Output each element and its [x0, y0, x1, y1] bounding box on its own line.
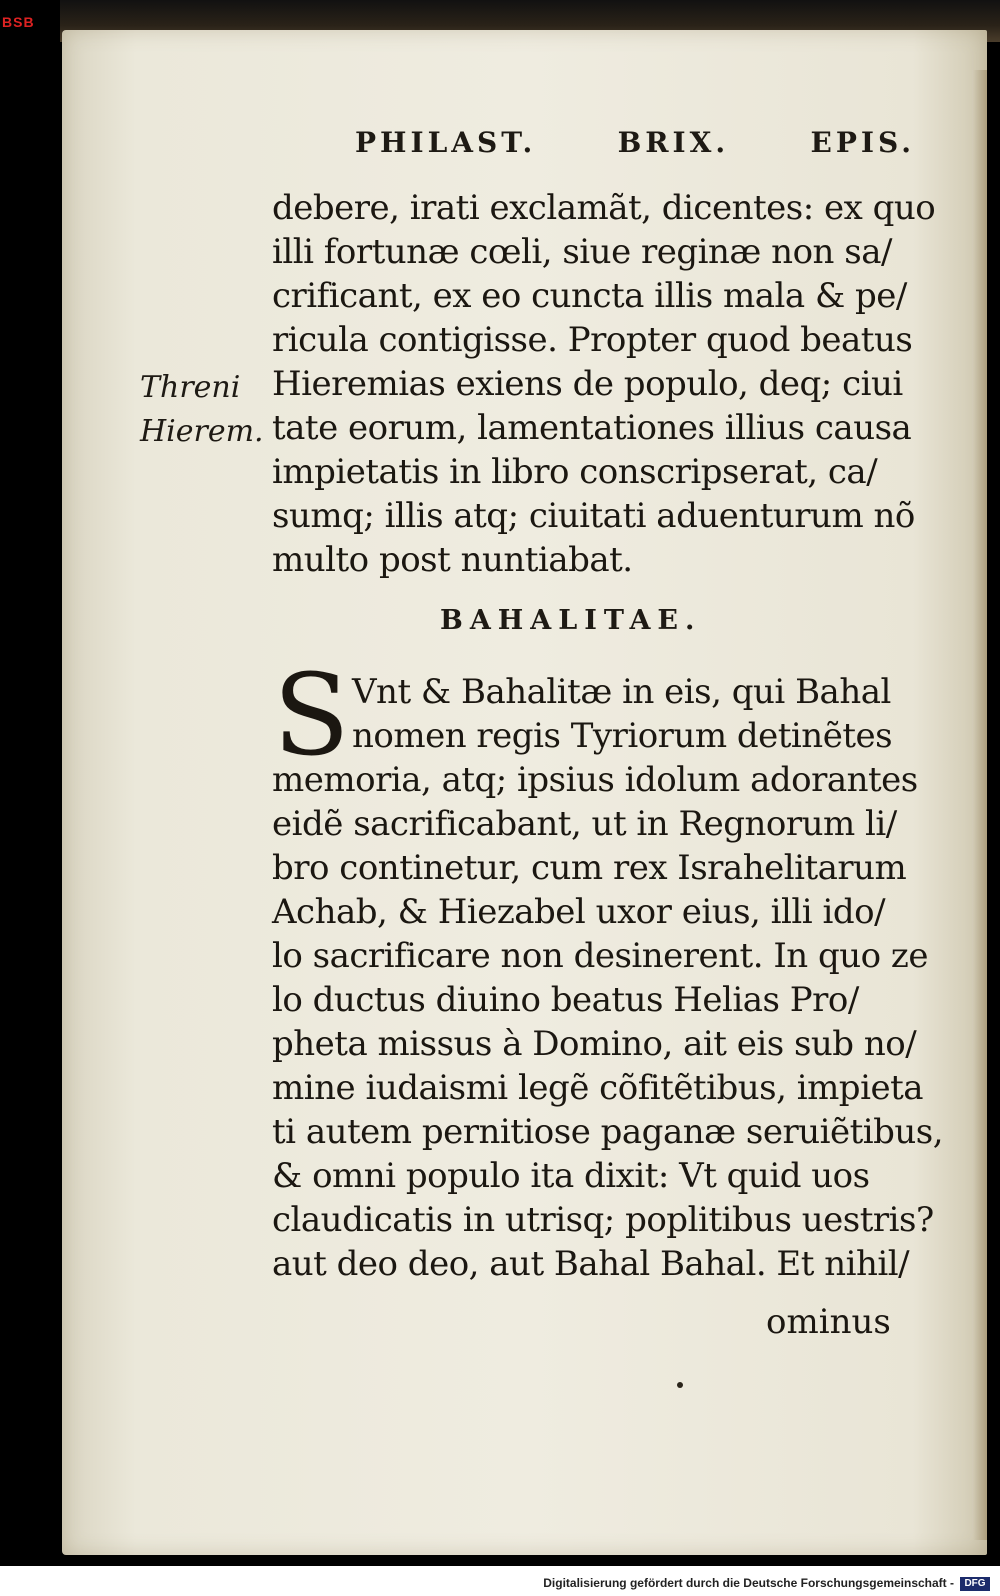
- page-edge-shadow: [973, 70, 987, 1540]
- text-line: nomen regis Tyriorum detinẽtes: [352, 716, 893, 756]
- text-line: pheta missus à Domino, ait eis sub no/: [272, 1024, 917, 1064]
- library-mark: BSB: [2, 14, 35, 30]
- text-line: ricula contigisse. Propter quod beatus: [272, 320, 913, 360]
- text-line: Hieremias exiens de populo, deq; ciui: [272, 364, 903, 404]
- text-line: aut deo deo, aut Bahal Bahal. Et nihil/: [272, 1244, 910, 1284]
- text-line: impietatis in libro conscripserat, ca/: [272, 452, 878, 492]
- text-line: lo sacrificare non desinerent. In quo ze: [272, 936, 928, 976]
- text-line: mine iudaismi legẽ cõfitẽtibus, impieta: [272, 1068, 924, 1108]
- text-line: sumq; illis atq; ciuitati aduenturum nõ: [272, 496, 915, 536]
- margin-note-hierem: Hierem.: [140, 414, 264, 449]
- text-line: tate eorum, lamentationes illius causa: [272, 408, 912, 448]
- text-line: memoria, atq; ipsius idolum adorantes: [272, 760, 918, 800]
- footer-bar: [0, 1566, 1000, 1596]
- running-head-right: EPIS.: [810, 126, 915, 159]
- margin-note-threni: Threni: [140, 370, 241, 405]
- text-line: & omni populo ita dixit: Vt quid uos: [272, 1156, 870, 1196]
- section-title: BAHALITAE.: [440, 605, 702, 636]
- drop-cap: S: [273, 651, 350, 781]
- text-line: ti autem pernitiose paganæ seruiẽtibus,: [272, 1112, 944, 1152]
- text-line: claudicatis in utrisq; poplitibus uestris?: [272, 1200, 934, 1240]
- text-line: bro continetur, cum rex Israhelitarum: [272, 848, 907, 888]
- text-line: lo ductus diuino beatus Helias Pro/: [272, 980, 859, 1020]
- running-head-left: PHILAST.: [355, 126, 537, 159]
- page-dot: [677, 1382, 683, 1388]
- text-line: illi fortunæ cœli, siue reginæ non sa/: [272, 232, 892, 272]
- text-line: debere, irati exclamãt, dicentes: ex quo: [272, 188, 936, 228]
- text-line: eidẽ sacrificabant, ut in Regnorum li/: [272, 804, 897, 844]
- dfg-logo: DFG: [960, 1577, 990, 1591]
- text-line: multo post nuntiabat.: [272, 540, 633, 580]
- text-line: crificant, ex eo cuncta illis mala & pe/: [272, 276, 907, 316]
- footer-credit: Digitalisierung gefördert durch die Deutsche Forschungsgemeinschaft -: [543, 1576, 954, 1590]
- text-line: Achab, & Hiezabel uxor eius, illi ido/: [272, 892, 886, 932]
- running-head-middle: BRIX.: [617, 126, 730, 159]
- catchword: ominus: [766, 1302, 891, 1342]
- running-head: [355, 126, 915, 159]
- text-line: Vnt & Bahalitæ in eis, qui Bahal: [352, 672, 891, 712]
